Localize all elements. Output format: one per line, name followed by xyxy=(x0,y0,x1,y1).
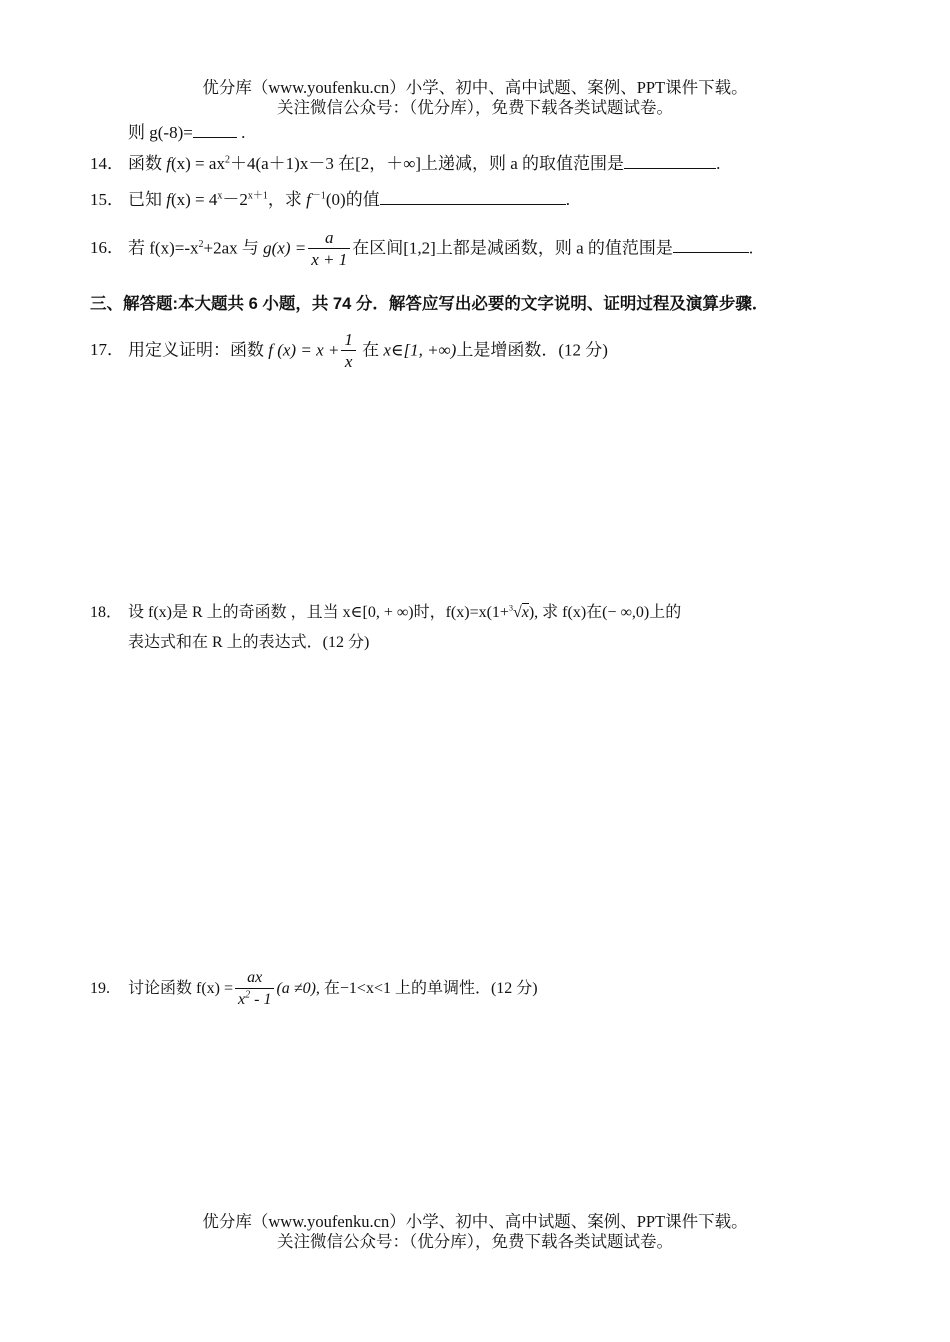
question-17: 17． 用定义证明：函数 f (x) = x + $\frac{1}{x}$ 在 x∈[1, +∞)上是增函数．(12 分) xyxy=(90,330,608,371)
answer-blank xyxy=(380,188,566,205)
fraction: $\frac{ax}{x^2 - 1}$ xyxy=(235,968,274,1011)
footer-line-1: 优分库（www.youfenku.cn）小学、初中、高中试题、案例、PPT课件下载。 xyxy=(202,1212,748,1231)
root-index: 3 xyxy=(508,603,513,613)
answer-blank xyxy=(624,152,716,169)
question-number: 19. xyxy=(90,980,110,998)
question-number: 16． xyxy=(90,238,124,258)
question-number: 15． xyxy=(90,190,124,209)
question-number: 14． xyxy=(90,154,124,173)
question-number: 17． xyxy=(90,340,124,360)
question-18: 18． 设 f(x)是 R 上的奇函数 ，且当 x∈[0, + ∞)时，f(x)=x(1+$^3$√x), 求 f(x)在(− ∞,0)上的 xyxy=(90,601,681,625)
question-15: 15． 已知 $f(x) = 4^x-2^{x+1}$，求 $f^{-1}(0)$的值 . xyxy=(90,188,570,212)
answer-blank xyxy=(193,121,237,138)
header-line-2: 关注微信公众号：（优分库），免费下载各类试题试卷。 xyxy=(277,98,673,117)
question-16: 16． 若 $f(x)=-x^2+2ax$ 与 g(x) = $\frac{a}{x + 1}$ 在区间[1,2]上都是减函数，则 a 的值范围是 . xyxy=(90,228,754,269)
fraction: $\frac{1}{x}$ xyxy=(341,330,356,373)
question-14: 14． 函数 $f(x) = ax^2+4(a+1)x-3$ 在[2，＋∞]上递减，则 a 的取值范围是 . xyxy=(90,152,720,176)
question-19: 19. 讨论函数 f(x) = $\frac{ax}{x^2 - 1}$ (a ≠0), 在−1<x<1 上的单调性．(12 分) xyxy=(90,968,538,1011)
page-header xyxy=(0,78,950,118)
q13-tail: 则 g(-8)= . xyxy=(128,123,246,142)
question-18-line-2: 表达式和在 R 上的表达式．(12 分) xyxy=(128,634,370,651)
page-footer xyxy=(0,1212,950,1252)
question-number: 18． xyxy=(90,604,123,621)
cube-root-sign: √ xyxy=(512,604,522,621)
footer-line-2: 关注微信公众号：（优分库），免费下载各类试题试卷。 xyxy=(277,1232,673,1251)
answer-blank xyxy=(673,236,749,253)
fraction: $\frac{a}{x + 1}$ xyxy=(308,228,350,271)
section-heading: 三、解答题:本大题共 6 小题，共 74 分．解答应写出必要的文字说明、证明过程及演算步骤． xyxy=(90,295,769,313)
header-line-1: 优分库（www.youfenku.cn）小学、初中、高中试题、案例、PPT课件下载。 xyxy=(202,78,748,97)
root-argument: x xyxy=(521,604,529,621)
